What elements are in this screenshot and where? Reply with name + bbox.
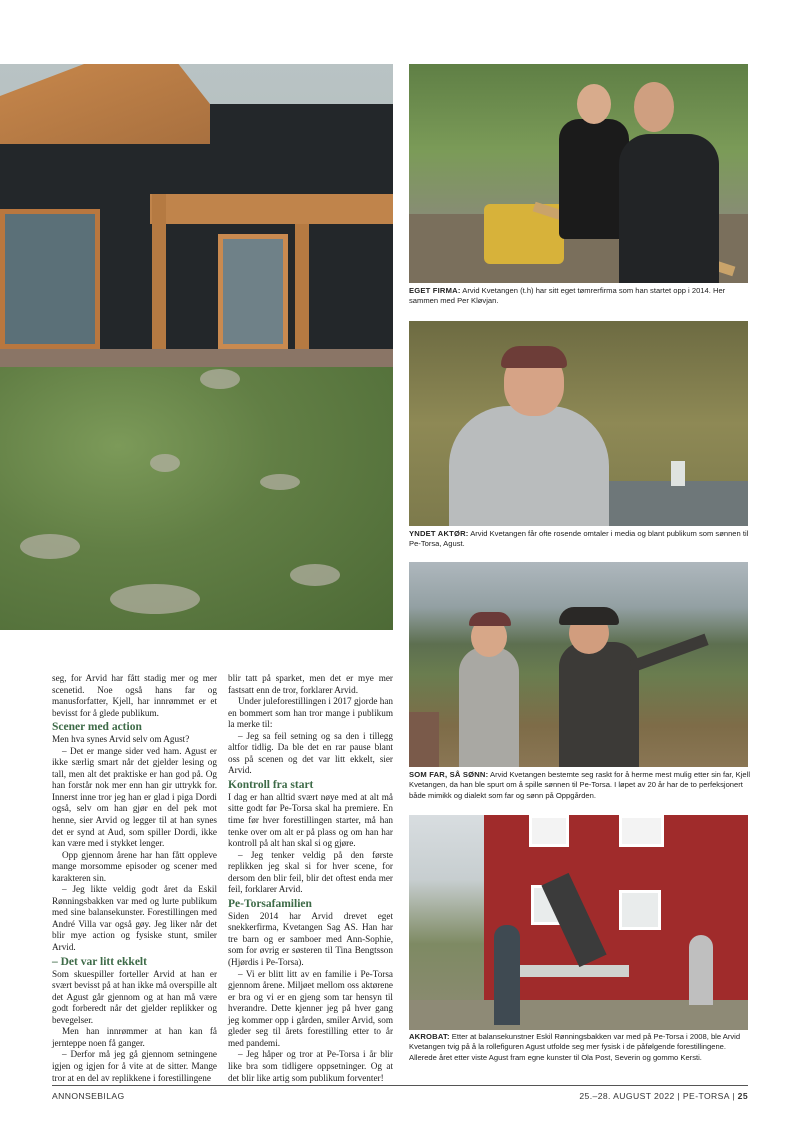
caption-yndet-aktor: YNDET AKTØR: Arvid Kvetangen får ofte rosende omtaler i media og blant publikum som sønnen til Pe-Torsa, Agust.	[409, 529, 749, 549]
footer-divider	[52, 1085, 748, 1086]
paragraph: seg, for Arvid har fått stadig mer og mer scenetid. Noe også hans far og manusforfatter, Kjell, har innrømmet er et bevisst for å glede publikum.	[52, 673, 217, 718]
father-son-photo	[409, 562, 748, 767]
paragraph: Men han innrømmer at han kan få jernteppe noen få ganger.	[52, 1026, 217, 1048]
paragraph: blir tatt på sparket, men det er mye mer fastsatt enn de tror, forklarer Arvid.	[228, 673, 393, 695]
paragraph: – Jeg håper og tror at Pe-Torsa i år blir like bra som tidligere oppsetninger. Og at det blir like artig som publikum forventer!	[228, 1049, 393, 1083]
paragraph: Men hva synes Arvid selv om Agust?	[52, 734, 190, 745]
actor-photo	[409, 321, 748, 526]
paragraph: Som skuespiller forteller Arvid at han er svært bevisst på at han ikke må overspille alt det Agust går gjennom og at han må være godt forberedt når det gjelder replikker og bevegelser.	[52, 968, 217, 1025]
paragraph: – Det er mange sider ved ham. Agust er ikke særlig smart når det gjelder lesing og tall, men alt det praktiske er han god på. Og han forstår nok mer enn han gir uttrykk for. Innerst inne tror jeg han er glad i piga Dordi også, selv om han gjør en del pek mot henne, sier Arvid og legger til at han synes det er synd at Aud, som spiller Dordi, ikke kan være med i stykket lenger.	[52, 745, 217, 849]
article-column-middle	[228, 673, 393, 1084]
paragraph: Siden 2014 har Arvid drevet eget snekkerfirma, Kvetangen Sag AS. Han har tre barn og er samboer med Ann-Sophie, som for øvrig er søsteren til Tina Bengtsson (Hjørdis i Pe-Torsa).	[228, 910, 393, 968]
article-column-left	[52, 673, 217, 1084]
footer-issue-info	[579, 1091, 748, 1101]
carpentry-photo	[409, 64, 748, 283]
paragraph: – Vi er blitt litt av en familie i Pe-Torsa gjennom årene. Miljøet mellom oss aktørene er bra og vi er en gjeng som tar hensyn til hverandre. Dette kjenner jeg på hver gang jeg kommer opp i gården, smiler Arvid, som gleder seg til årets forestilling etter to år med pandemi.	[228, 968, 393, 1048]
paragraph: Opp gjennom årene har han fått oppleve mange morsomme episoder og scener med karakteren sin.	[52, 849, 217, 883]
subheading: Pe-Torsafamilien	[228, 897, 312, 910]
acrobat-photo	[409, 815, 748, 1030]
house-photo	[0, 64, 393, 630]
caption-eget-firma: EGET FIRMA: Arvid Kvetangen (t.h) har sitt eget tømrerfirma som han startet opp i 2014. Her sammen med Per Kløvjan.	[409, 286, 726, 306]
footer-date-title: 25.–28. AUGUST 2022 | PE-TORSA |	[579, 1091, 738, 1101]
footer-section-label: ANNONSEBILAG	[52, 1091, 125, 1101]
paragraph: – Derfor må jeg gå gjennom setningene igjen og igjen for å vite at de sitter. Mange tror at en del av replikkene i forestillingene	[52, 1049, 217, 1083]
caption-som-far-sa-sonn: SOM FAR, SÅ SØNN: Arvid Kvetangen bestemte seg raskt for å herme mest mulig etter sin far, Kjell Kvetangen, da han ble spurt om å spille sønnen til Pe-Torsa. I løpet av 20 år har de to perfeksjonert både mimikk og dialekt som far og sønn på Oppgården.	[409, 770, 751, 800]
caption-akrobat: AKROBAT: Etter at balansekunstner Eskil Rønningsbakken var med på Pe-Torsa i 2008, ble Arvid Kvetangen tvig på å la rollefiguren Agust utfolde seg mer fysisk i de påfølgende forestillingene. Allerede året etter viste Agust fram egne kunster til Ola Post, Severin og gommo Kersti.	[409, 1032, 741, 1062]
paragraph: Under juleforestillingen i 2017 gjorde han en bommert som han tror mange i publikum la merke til:	[228, 696, 393, 730]
subheading: Scener med action	[52, 721, 142, 734]
subheading: Kontroll fra start	[228, 778, 314, 791]
paragraph: – Jeg tenker veldig på den første replikken jeg skal si for hver scene, for dersom den blir feil, blir det oftest enda mer feil, forklarer Arvid.	[228, 849, 393, 895]
paragraph: – Jeg likte veldig godt året da Eskil Rønningsbakken var med og lurte publikum med sine balansekunster. Forestillingen med André Villa var også gøy. Jeg liker når det blir mye action og fysiske stunt, smiler Arvid.	[52, 884, 217, 953]
paragraph: – Jeg sa feil setning og sa den i tillegg altfor tidlig. Da ble det en rar pause blant oss på scenen og det var litt ekkelt, sier Arvid.	[228, 730, 393, 776]
page-number: 25	[737, 1091, 748, 1101]
paragraph: I dag er han alltid svært nøye med at alt må sitte godt før Pe-Torsa skal ha premiere. En time før hver forestillingen starter, må han tenke over om alt er på plass og om han har kontroll på alt han skal si og gjøre.	[228, 791, 393, 849]
subheading: – Det var litt ekkelt	[52, 955, 147, 968]
